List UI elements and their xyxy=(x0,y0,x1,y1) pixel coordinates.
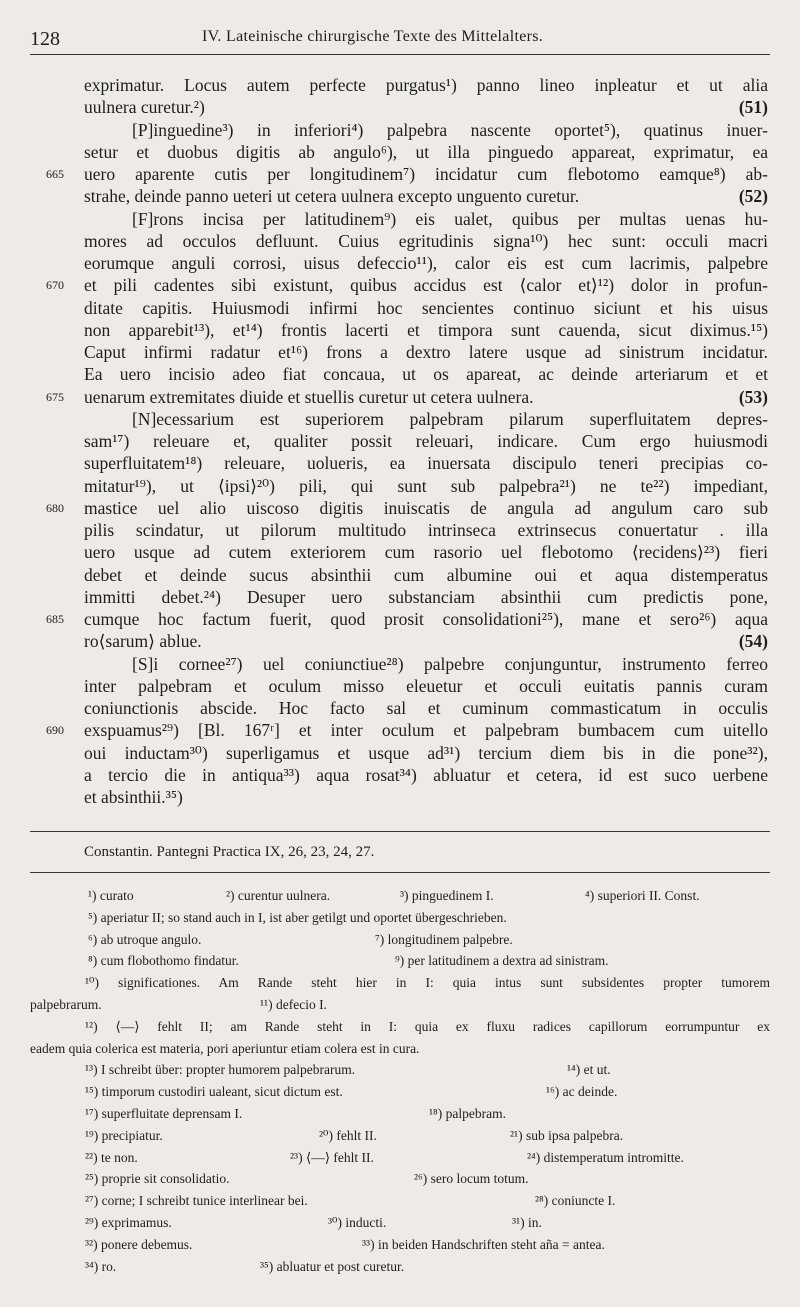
footnote xyxy=(88,950,239,972)
footnote xyxy=(319,1125,377,1147)
text-line xyxy=(84,764,768,786)
footnote-marker: ³³) xyxy=(362,1236,375,1252)
text-line xyxy=(46,497,768,519)
text-line xyxy=(84,586,768,608)
text-line-content: mores ad occulos defluunt. Cuius egritudinis signa¹⁰) hec sunt: occuli macri xyxy=(84,230,768,251)
footnote xyxy=(226,885,330,907)
footnote xyxy=(512,1212,542,1234)
footnote-text: in beiden Handschriften steht aña = antea. xyxy=(377,1236,605,1252)
text-line xyxy=(84,141,768,163)
footnote-text: corne; I schreibt tunice interlinear bei. xyxy=(101,1193,308,1209)
footnote-marker: ²⁸) xyxy=(535,1193,549,1209)
main-text xyxy=(46,74,768,808)
footnote xyxy=(260,994,327,1016)
line-number: 665 xyxy=(46,167,64,181)
text-line xyxy=(84,74,768,96)
text-line xyxy=(84,564,768,586)
text-line-content: superfluitatem¹⁸) releuare, uolueris, ea inuersata discipulo teneri precipias co- xyxy=(84,453,768,474)
footnote-marker: ³¹) xyxy=(512,1214,525,1230)
footnote-marker: ²⁷) xyxy=(85,1193,99,1209)
footnote-text: abluatur et post curetur. xyxy=(276,1258,405,1274)
footnote xyxy=(535,1190,615,1212)
text-line xyxy=(84,96,768,118)
line-number: 685 xyxy=(46,612,64,626)
text-line-content: uulnera curetur.²) xyxy=(84,97,205,118)
text-line-content: et absinthii.³⁵) xyxy=(84,787,183,807)
footnote-line xyxy=(30,950,770,972)
footnote-text: sero locum totum. xyxy=(430,1171,529,1187)
footnote-marker: ⁹) xyxy=(395,953,405,969)
footnote-line xyxy=(30,1125,770,1147)
text-line-content: non apparebit¹³), et¹⁴) frontis lacerti et timpora sunt cauenda, sicut diximus.¹⁵) xyxy=(84,319,768,340)
footnote xyxy=(414,1168,529,1190)
footnote-marker: ²²) xyxy=(85,1149,98,1165)
footnote xyxy=(30,1038,419,1060)
text-line-content: immitti debet.²⁴) Desuper uero substanciam absinthii cum predictis pone, xyxy=(84,586,768,607)
footnote-text: exprimamus. xyxy=(101,1214,172,1230)
footnote-text: coniuncte I. xyxy=(551,1193,616,1209)
footnote-line xyxy=(30,1212,770,1234)
section-number: (52) xyxy=(738,186,768,207)
footnote-marker: ³⁰) xyxy=(328,1214,342,1230)
footnote xyxy=(30,994,102,1016)
footnote-text: significationes. Am Rande steht hier in I: quia intus sunt subsidentes propter tumorem xyxy=(118,975,771,991)
footnote-line xyxy=(30,972,770,994)
footnote-line xyxy=(30,1234,770,1256)
footnote-marker: ²³) xyxy=(290,1149,303,1165)
footnote-text: fehlt II. xyxy=(336,1127,377,1143)
footnote-line xyxy=(30,929,770,951)
footnote-line xyxy=(30,994,770,1016)
text-line xyxy=(84,408,768,430)
text-line xyxy=(84,185,768,207)
text-line-content: uero aparente cutis per longitudinem⁷) incidatur cum flebotomo eamque⁸) ab- xyxy=(84,164,768,184)
text-line xyxy=(84,630,768,652)
footnote xyxy=(88,929,201,951)
footnote xyxy=(362,1234,605,1256)
footnote-marker: ²⁵) xyxy=(85,1171,99,1187)
footnote-marker: ⁵) xyxy=(88,909,98,925)
footnote xyxy=(527,1147,684,1169)
footnote-marker: ¹⁵) xyxy=(85,1084,99,1100)
footnote-line xyxy=(30,907,770,929)
line-number: 675 xyxy=(46,389,64,404)
footnote xyxy=(88,907,507,929)
footnote-text: palpebrarum. xyxy=(30,996,102,1012)
footnote xyxy=(585,885,700,907)
footnote-marker: ¹⁷) xyxy=(85,1105,99,1121)
footnote-marker: ⁷) xyxy=(375,931,385,947)
footnote xyxy=(328,1212,386,1234)
text-line xyxy=(84,208,768,230)
text-line xyxy=(46,274,768,296)
text-line xyxy=(46,608,768,630)
footnote-line xyxy=(30,1256,770,1278)
footnote xyxy=(85,972,770,994)
footnote-text: ro. xyxy=(101,1258,117,1274)
footnote-marker: ¹) xyxy=(88,888,97,903)
text-line xyxy=(84,786,768,808)
footnote xyxy=(567,1059,611,1081)
footnote-marker: ¹⁰) xyxy=(85,975,99,991)
footnote xyxy=(85,1081,343,1103)
footnote xyxy=(85,1125,163,1147)
footnote-text: proprie sit consolidatio. xyxy=(101,1171,230,1187)
footnote xyxy=(85,1103,242,1125)
footnote-text: defecio I. xyxy=(275,996,327,1012)
header-rule xyxy=(30,54,770,55)
text-line-content: pilis scindatur, ut pilorum multitudo intrinseca extrinsecus conuertatur . illa xyxy=(84,520,768,540)
text-line xyxy=(46,163,768,185)
footnote-marker: ³⁵) xyxy=(260,1258,274,1274)
text-line-content: Ea uero incisio adeo fiat concaua, ut os apareat, ac deinde arteriarum et et xyxy=(84,364,768,385)
text-line xyxy=(84,675,768,697)
text-line-content: coniunctionis abscide. Hoc facto sal et cuminum commasticatum in occulis xyxy=(84,698,768,718)
text-line xyxy=(84,541,768,563)
footnote-text: te non. xyxy=(100,1149,138,1165)
text-line xyxy=(84,430,768,452)
running-head xyxy=(30,28,770,54)
text-line xyxy=(84,452,768,474)
text-line-content: exspuamus²⁹) [Bl. 167ʳ] et inter oculum et palpebram bumbacem cum uitello xyxy=(84,720,768,741)
text-line-content: uero usque ad cutem exteriorem cum rasorio uel flebotomo ⟨recidens⟩²³) fieri xyxy=(84,542,768,563)
text-line-content: [N]ecessarium est superiorem palpebram pilarum superfluitatem depres- xyxy=(132,408,768,429)
footnote-line xyxy=(30,1016,770,1038)
source-reference: Constantin. Pantegni Practica IX, 26, 23, 24, 27. xyxy=(84,844,375,860)
text-line-content: sam¹⁷) releuare et, qualiter possit releuari, indicare. Cum ergo huiusmodi xyxy=(84,431,768,451)
footnote xyxy=(88,885,134,907)
footnote-marker: ²⁰) xyxy=(319,1127,333,1143)
footnote-marker: ²¹) xyxy=(510,1127,523,1143)
footnote-text: superfluitate deprensam I. xyxy=(101,1105,243,1121)
footnote-text: inducti. xyxy=(345,1214,387,1230)
footnote-marker: ¹¹) xyxy=(260,996,273,1012)
footnote-text: aperiatur II; so stand auch in I, ist aber getilgt und oportet übergeschrieben. xyxy=(100,909,507,925)
footnote-text: et ut. xyxy=(583,1062,611,1078)
footnote xyxy=(290,1147,374,1169)
text-line-content: strahe, deinde panno ueteri ut cetera uulnera excepto unguento curetur. xyxy=(84,186,580,207)
text-line-content: Caput infirmi radatur et¹⁶) frons a dextro latere usque ad sinistrum incidatur. xyxy=(84,342,768,362)
footnote xyxy=(400,885,494,907)
footnote xyxy=(85,1147,138,1169)
page-number: 128 xyxy=(30,28,60,50)
footnote-line xyxy=(30,1103,770,1125)
footnote xyxy=(546,1081,617,1103)
footnote-text: pinguedinem I. xyxy=(411,888,494,903)
text-line-content: a tercio die in antiqua³³) aqua rosat³⁴) abluatur et cetera, id est suco uerbene xyxy=(84,764,768,785)
text-line xyxy=(84,653,768,675)
text-line-content: inter palpebram et oculum misso eleuetur et occuli euitatis pannis curam xyxy=(84,675,768,696)
footnote-line xyxy=(30,1059,770,1081)
footnote xyxy=(85,1256,116,1278)
text-line xyxy=(84,519,768,541)
footnote-marker: ²⁴) xyxy=(527,1149,541,1165)
footnote-text: palpebram. xyxy=(445,1105,506,1121)
footnote xyxy=(85,1234,192,1256)
text-line xyxy=(84,119,768,141)
footnote-text: ⟨—⟩ fehlt II; am Rande steht in I: quia ex fluxu radices capillorum eorrumpuntur ex xyxy=(115,1018,771,1034)
footnote xyxy=(85,1016,770,1038)
footnote-text: ac deinde. xyxy=(562,1084,618,1100)
footnote-marker: ¹⁸) xyxy=(429,1105,443,1121)
text-line-content: debet et deinde sucus absinthii cum albumine oui et aqua distemperatus xyxy=(84,564,768,585)
footnote xyxy=(510,1125,623,1147)
section-number: (54) xyxy=(738,631,768,652)
footnote-marker: ³⁴) xyxy=(85,1258,99,1274)
footnote-text: ab utroque angulo. xyxy=(100,931,202,947)
footnote-text: curato xyxy=(99,888,134,903)
text-line-content: eorumque anguli corrosi, uisus defeccio¹¹), calor eis est cum lacrimis, palpebre xyxy=(84,253,768,273)
footnote-text: distemperatum intromitte. xyxy=(543,1149,684,1165)
footnote-text: eadem quia colerica est materia, pori aperiuntur etiam colera est in cura. xyxy=(30,1040,420,1056)
text-line xyxy=(84,742,768,764)
text-line-content: mitatur¹⁹), ut ⟨ipsi⟩²⁰) pili, qui sunt sub palpebra²¹) ne te²²) impediant, xyxy=(84,475,768,496)
source-rule-bottom xyxy=(30,872,770,873)
text-line-content: [P]inguedine³) in inferiori⁴) palpebra nascente oportet⁵), quatinus inuer- xyxy=(132,119,768,140)
footnote-line xyxy=(30,885,770,907)
section-number: (51) xyxy=(738,97,768,118)
footnote-text: I schreibt über: propter humorem palpebrarum. xyxy=(100,1062,356,1078)
footnote-line xyxy=(30,1190,770,1212)
footnote xyxy=(429,1103,506,1125)
text-line-content: setur et duobus digitis ab angulo⁶), ut illa pinguedo appareat, exprimatur, ea xyxy=(84,141,768,162)
line-number: 690 xyxy=(46,723,64,738)
footnote-marker: ²⁹) xyxy=(85,1214,99,1230)
text-line-content: oui inductam³⁰) superligamus et usque ad³¹) tercium diem bis in die pone³²), xyxy=(84,742,768,763)
footnote-line xyxy=(30,1168,770,1190)
text-line xyxy=(46,386,768,408)
footnote-marker: ¹²) xyxy=(85,1018,98,1034)
footnote-marker: ⁴) xyxy=(585,888,595,903)
text-line xyxy=(46,719,768,741)
footnote-text: ⟨—⟩ fehlt II. xyxy=(305,1149,374,1165)
footnote-marker: ²) xyxy=(226,888,235,903)
footnote xyxy=(395,950,609,972)
footnote-text: longitudinem palpebre. xyxy=(387,931,513,947)
footnote xyxy=(85,1168,229,1190)
running-title: IV. Lateinische chirurgische Texte des Mittelalters. xyxy=(202,28,544,45)
footnote-text: per latitudinem a dextra ad sinistram. xyxy=(407,953,609,969)
text-line-content: [F]rons incisa per latitudinem⁹) eis ualet, quibus per multas uenas hu- xyxy=(132,208,768,229)
footnote-text: in. xyxy=(527,1214,542,1230)
text-line-content: et pili cadentes sibi existunt, quibus accidus est ⟨calor et⟩¹²) dolor in profun- xyxy=(84,275,768,296)
footnote-line xyxy=(30,1147,770,1169)
text-line-content: ro⟨sarum⟩ ablue. xyxy=(84,631,202,652)
line-number: 670 xyxy=(46,278,64,293)
footnotes xyxy=(30,885,770,1277)
footnote-marker: ⁸) xyxy=(88,953,98,969)
text-line xyxy=(84,252,768,274)
footnote-text: sub ipsa palpebra. xyxy=(525,1127,624,1143)
footnote-text: ponere debemus. xyxy=(100,1236,193,1252)
footnote xyxy=(85,1190,308,1212)
text-line xyxy=(84,341,768,363)
line-number: 680 xyxy=(46,500,64,515)
footnote-text: curentur uulnera. xyxy=(237,888,331,903)
text-line-content: ditate capitis. Huiusmodi infirmi hoc sencientes continuo siciunt et his uisus xyxy=(84,297,768,318)
footnote-marker: ⁶) xyxy=(88,931,98,947)
footnote-text: cum flobothomo findatur. xyxy=(100,953,239,969)
text-line xyxy=(84,363,768,385)
text-line-content: [S]i cornee²⁷) uel coniunctiue²⁸) palpebre conjunguntur, instrumento ferreo xyxy=(132,653,768,674)
footnote xyxy=(85,1212,172,1234)
text-line xyxy=(84,230,768,252)
section-number: (53) xyxy=(738,386,768,407)
footnote-line xyxy=(30,1081,770,1103)
text-line-content: exprimatur. Locus autem perfecte purgatus¹) panno lineo inpleatur et ut alia xyxy=(84,75,768,95)
footnote xyxy=(85,1059,355,1081)
footnote-marker: ¹⁹) xyxy=(85,1127,99,1143)
footnote xyxy=(260,1256,404,1278)
text-line-content: uenarum extremitates diuide et stuellis curetur ut cetera uulnera. xyxy=(84,386,534,407)
footnote-text: timporum custodiri ualeant, sicut dictum est. xyxy=(101,1084,343,1100)
text-line xyxy=(84,475,768,497)
footnote-marker: ³) xyxy=(400,888,409,903)
footnote-marker: ³²) xyxy=(85,1236,98,1252)
footnote-text: precipiatur. xyxy=(101,1127,163,1143)
footnote-marker: ¹⁴) xyxy=(567,1062,581,1078)
text-line-content: cumque hoc factum fuerit, quod prosit consolidationi²⁵), mane et sero²⁶) aqua xyxy=(84,609,768,629)
source-rule-top xyxy=(30,831,770,832)
footnote xyxy=(375,929,513,951)
text-line xyxy=(84,297,768,319)
text-line xyxy=(84,319,768,341)
text-line xyxy=(84,697,768,719)
footnote-marker: ²⁶) xyxy=(414,1171,428,1187)
footnote-marker: ¹⁶) xyxy=(546,1084,560,1100)
footnote-marker: ¹³) xyxy=(85,1062,98,1078)
footnote-text: superiori II. Const. xyxy=(597,888,700,903)
footnote-line xyxy=(30,1038,770,1060)
text-line-content: mastice uel alio uiscoso digitis inuiscatis de angula ad angulum caro sub xyxy=(84,497,768,518)
